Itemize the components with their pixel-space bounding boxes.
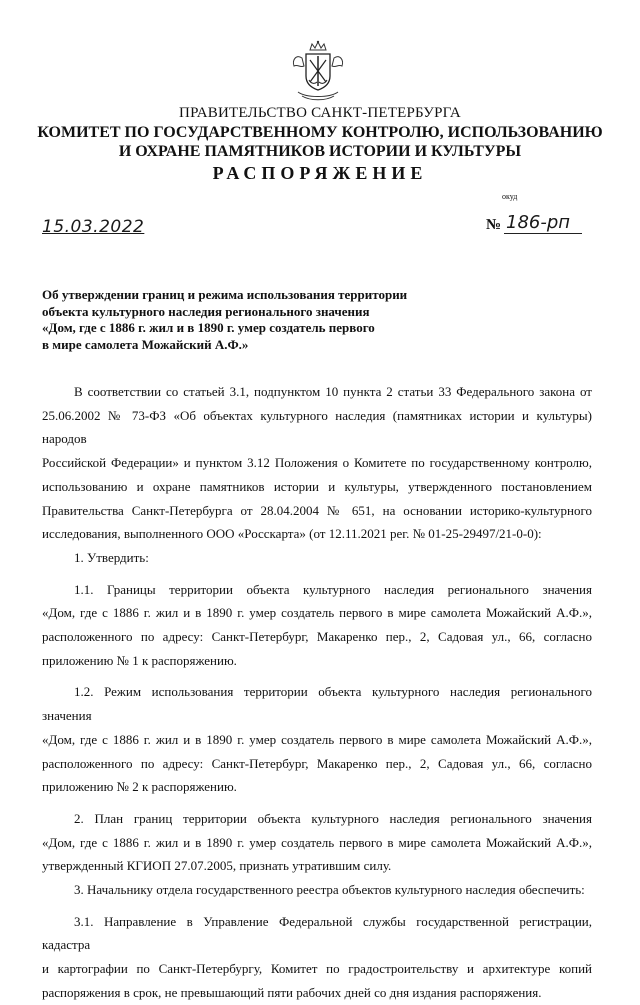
subject-line: в мире самолета Можайский А.Ф.» <box>42 336 249 352</box>
subject-line: «Дом, где с 1886 г. жил и в 1890 г. умер создатель первого <box>42 320 375 335</box>
body-line: 1.1. Границы территории объекта культурного наследия регионального значения <box>74 581 592 597</box>
document-subject <box>42 287 407 353</box>
body-line: В соответствии со статьей 3.1, подпунктом 10 пункта 2 статьи 33 Федерального закона от <box>74 384 592 399</box>
handwritten-document-number: 186-рп <box>506 212 571 233</box>
body-line: исследования, выполненного ООО «Росскарта» (от 12.11.2021 рег. № 01-25-29497/21-0-0): <box>42 526 542 542</box>
body-line: 3. Начальнику отдела государственного реестра объектов культурного наследия обеспечить: <box>74 882 585 898</box>
committee-title-line-2: И ОХРАНЕ ПАМЯТНИКОВ ИСТОРИИ И КУЛЬТУРЫ <box>118 143 522 160</box>
committee-title-line-1: КОМИТЕТ ПО ГОСУДАРСТВЕННОМУ КОНТРОЛЮ, ИСПОЛЬЗОВАНИЮ <box>37 124 603 141</box>
body-line: 25.06.2002 № 73-ФЗ «Об объектах культурного наследия (памятниках истории и культуры) народов <box>42 407 592 447</box>
handwritten-date: 15.03.2022 <box>42 217 145 237</box>
body-line: Правительства Санкт-Петербурга от 28.04.2004 № 651, на основании историко-культурного <box>42 502 592 518</box>
body-line: «Дом, где с 1886 г. жил и в 1890 г. умер создатель первого в мире самолета Можайский А.Ф.», <box>42 834 592 850</box>
body-line: 1. Утвердить: <box>74 549 149 565</box>
body-line: 3.1. Направление в Управление Федеральной службы государственной регистрации, кадастра <box>42 913 592 953</box>
body-line: 2. План границ территории объекта культурного наследия регионального значения <box>74 810 592 826</box>
number-underline <box>504 233 582 234</box>
body-line: расположенного по адресу: Санкт-Петербург, Макаренко пер., 2, Садовая ул., 66, согласно <box>42 629 592 645</box>
subject-line: объекта культурного наследия регионального значения <box>42 303 370 319</box>
body-line: утвержденный КГИОП 27.07.2005, признать утратившим силу. <box>42 858 392 874</box>
document-type-title: РАСПОРЯЖЕНИЕ <box>212 163 428 183</box>
okud-label: окуд <box>502 192 518 201</box>
subject-line: Об утверждении границ и режима использования территории <box>42 287 408 302</box>
number-sign: № <box>486 217 502 233</box>
body-line: «Дом, где с 1886 г. жил и в 1890 г. умер создатель первого в мире самолета Можайский А.Ф.», <box>42 731 592 747</box>
body-line: приложению № 2 к распоряжению. <box>42 779 237 795</box>
body-line: Российской Федерации» и пунктом 3.12 Положения о Комитете по государственному контролю, <box>42 455 592 471</box>
document-body <box>42 380 592 1005</box>
body-line: и картографии по Санкт-Петербургу, Комитет по градостроительству и архитектуре копий <box>42 961 592 977</box>
government-title: ПРАВИТЕЛЬСТВО САНКТ-ПЕТЕРБУРГА <box>179 105 461 121</box>
body-line: распоряжения в срок, не превышающий пяти рабочих дней со дня издания распоряжения. <box>42 984 542 1000</box>
body-line: «Дом, где с 1886 г. жил и в 1890 г. умер создатель первого в мире самолета Можайский А.Ф.», <box>42 605 592 621</box>
coat-of-arms-emblem <box>288 40 348 102</box>
body-line: приложению № 1 к распоряжению. <box>42 652 237 668</box>
body-line: использованию и охране памятников истории и культуры, утвержденного постановлением <box>42 478 592 494</box>
body-line: 1.2. Режим использования территории объекта культурного наследия регионального значения <box>42 684 592 724</box>
body-line: расположенного по адресу: Санкт-Петербург, Макаренко пер., 2, Садовая ул., 66, согласно <box>42 755 592 771</box>
